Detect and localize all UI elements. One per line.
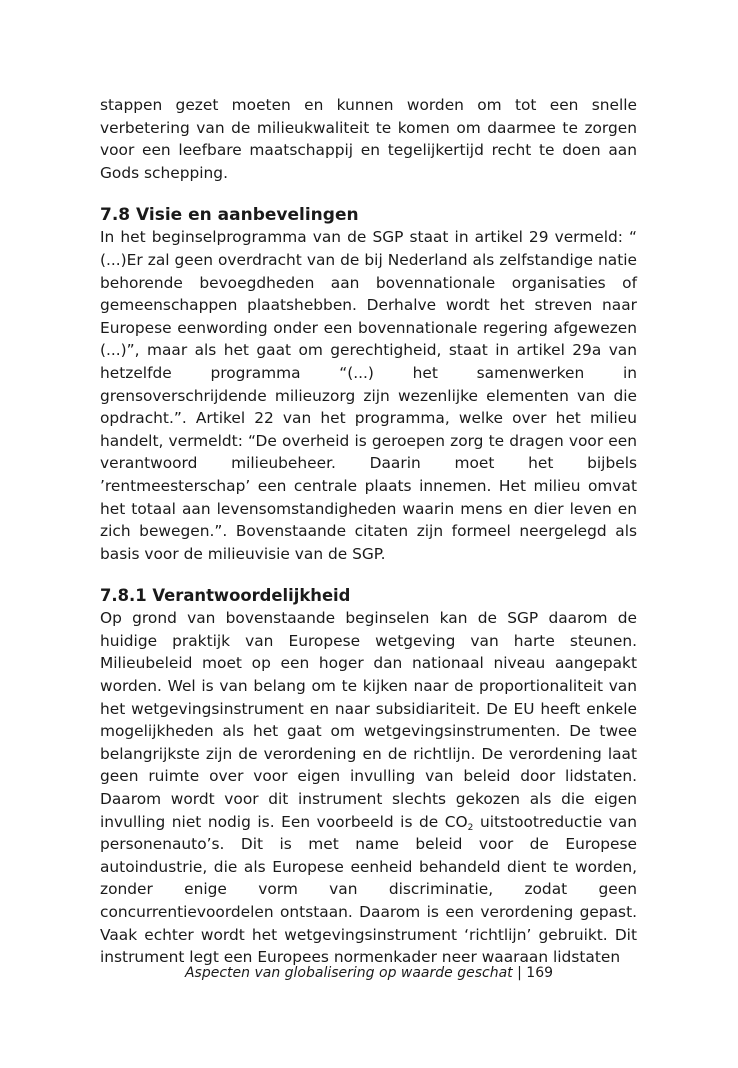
page-number: 169 bbox=[526, 965, 554, 981]
paragraph-part-2: uitstootreductie van personenauto’s. Dit is met name beleid voor de Europese autoindustrie, die als Europese eenheid behandeld dient te worden, zonder enige vorm van discriminatie, zodat geen concurrentievoordelen ontstaan. Daarom is een verordening gepast. Vaak echter wordt het wetgevingsinstrument ‘richtlijn’ gebruikt. Dit instrument legt een Europees normenkader neer waaraan lidstaten bbox=[100, 812, 637, 967]
page-body bbox=[100, 94, 637, 969]
section-7-8-paragraph: In het beginselprogramma van de SGP staat in artikel 29 vermeld: “ (...)Er zal geen overdracht van de bij Nederland als zelfstandige natie behorende bevoegdheden aan bovennationale organisaties of gemeenschappen plaatshebben. Derhalve wordt het streven naar Europese eenwording onder een bovennationale regering afgewezen (...)”, maar als het gaat om gerechtigheid, staat in artikel 29a van hetzelfde programma “(...) het samenwerken in grensoverschrijdende milieuzorg zijn wezenlijke elementen van die opdracht.”. Artikel 22 van het programma, welke over het milieu handelt, vermeldt: “De overheid is geroepen zorg te dragen voor een verantwoord milieubeheer. Daarin moet het bijbels ’rentmeesterschap’ een centrale plaats innemen. Het milieu omvat het totaal aan levensomstandigheden waarin mens en dier leven en zich bewegen.”. Bovenstaande citaten zijn formeel neergelegd als basis voor de milieuvisie van de SGP. bbox=[100, 228, 637, 563]
paragraph-part-1: Op grond van bovenstaande beginselen kan de SGP daarom de huidige praktijk van Europese wetgeving van harte steunen. Milieubeleid moet op een hoger dan nationaal niveau aangepakt worden. Wel is van belang om te kijken naar de proportionaliteit van het wetgevingsinstrument en naar subsidiariteit. De EU heeft enkele mogelijkheden als het gaat om wetgevingsinstrumenten. De twee belangrijkste zijn de verordening en de richtlijn. De verordening laat geen ruimte over voor eigen invulling van beleid door lidstaten. Daarom wordt voor dit instrument slechts gekozen als die eigen invulling niet nodig is. Een voorbeeld is de CO bbox=[100, 609, 637, 831]
footer-book-title: Aspecten van globalisering op waarde geschat bbox=[184, 965, 513, 981]
section-heading-7-8-1: 7.8.1 Verantwoordelijkheid bbox=[100, 586, 351, 606]
section-heading-7-8: 7.8 Visie en aanbevelingen bbox=[100, 205, 359, 226]
intro-paragraph: stappen gezet moeten en kunnen worden om tot een snelle verbetering van de milieukwaliteit te komen om daarmee te zorgen voor een leefbare maatschappij en tegelijkertijd recht te doen aan Gods schepping. bbox=[100, 96, 637, 182]
co2-subscript: 2 bbox=[467, 822, 474, 833]
page-footer bbox=[0, 965, 738, 981]
section-7-8-1-paragraph bbox=[100, 607, 637, 969]
footer-separator: | bbox=[517, 965, 522, 981]
